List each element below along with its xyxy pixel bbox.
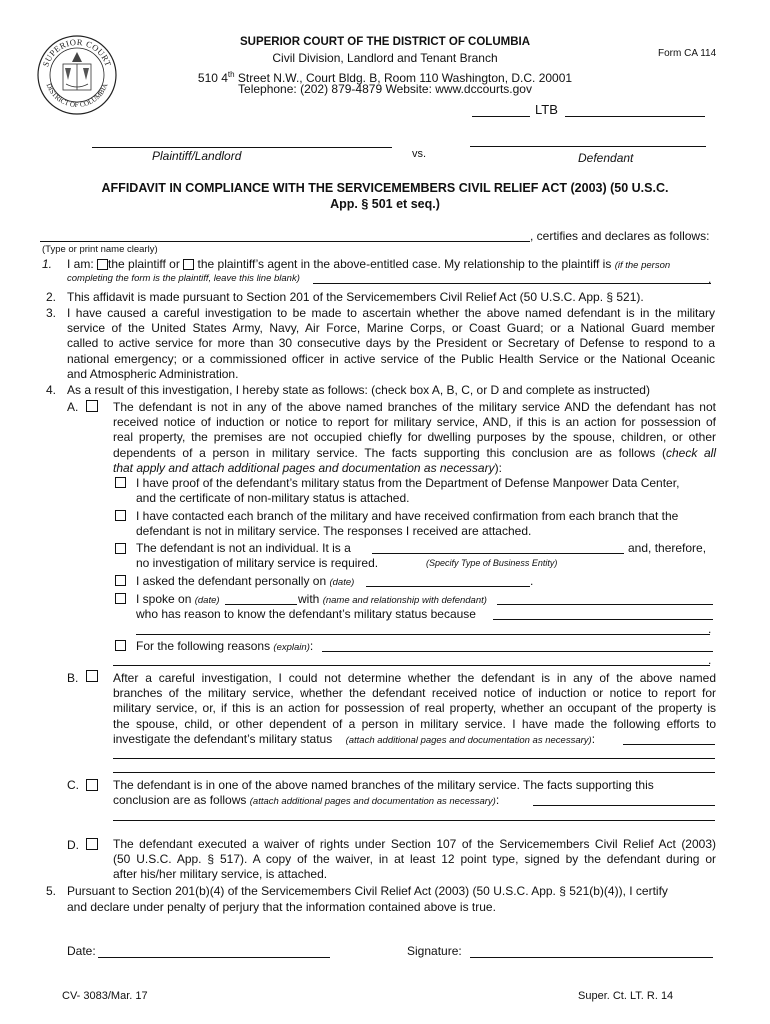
option-c-checkbox[interactable] — [86, 779, 98, 791]
option-b-efforts-line[interactable] — [623, 744, 715, 745]
a-proof-dmdc-line1: I have proof of the defendant’s military status from the Department of Defense Manpower Data Center, — [136, 476, 680, 490]
option-b-efforts-line-2[interactable] — [113, 758, 715, 759]
a-spoke-on: I spoke on (date) — [136, 592, 220, 606]
option-d-label: D. — [67, 838, 79, 852]
court-address: 510 4th Street N.W., Court Bldg. B, Room 110 Washington, D.C. 20001 — [197, 70, 573, 85]
agent-checkbox[interactable] — [183, 259, 194, 270]
plaintiff-checkbox[interactable] — [97, 259, 108, 270]
a-proof-dmdc-checkbox[interactable] — [115, 477, 126, 488]
business-entity-line[interactable] — [372, 553, 624, 554]
a-other-reasons-checkbox[interactable] — [115, 640, 126, 651]
option-c-line2: conclusion are as follows (attach additional pages and documentation as necessary): — [113, 793, 500, 807]
footer-rule: Super. Ct. LT. R. 14 — [578, 990, 674, 1002]
option-b-label: B. — [67, 671, 79, 685]
item-5-number: 5. — [46, 884, 57, 898]
seal-bottom-text: DISTRICT OF COLUMBIA — [44, 82, 110, 110]
a-not-individual-checkbox[interactable] — [115, 543, 126, 554]
a-other-reasons: For the following reasons (explain): — [136, 639, 314, 653]
court-name: SUPERIOR COURT OF THE DISTRICT OF COLUMBIA — [239, 36, 531, 48]
reasons-line-2[interactable] — [113, 665, 710, 666]
case-number-suffix-line[interactable] — [565, 116, 705, 117]
option-b-efforts-line-3[interactable] — [113, 772, 715, 773]
option-a-text: The defendant is not in any of the above named branches of the military service AND the defendant has not received notice of induction or notice to report for military service, AND, if this is an action for possession of real property, the premises are not occupied chiefly for dwelling purposes by the spouse, children, or other dependents of a person in military service. The facts supporting this conclusion are as follows (check all that apply and attach additional pages and documentation as necessary): — [113, 400, 717, 475]
a-spoke-with: with (name and relationship with defendant) — [298, 592, 487, 606]
case-number-prefix-line[interactable] — [472, 116, 530, 117]
item-1-number: 1. — [42, 257, 53, 271]
option-d-checkbox[interactable] — [86, 838, 98, 850]
item-1-period: . — [708, 272, 712, 286]
because-line[interactable] — [493, 619, 713, 620]
option-c-line1: The defendant is in one of the above named branches of the military service. The facts supporting this — [113, 778, 654, 792]
court-phone: Telephone: (202) 879-4879 Website: www.dccourts.gov — [238, 82, 532, 96]
vs-label: vs. — [412, 148, 427, 160]
plaintiff-label: Plaintiff/Landlord — [152, 149, 242, 163]
asked-date-line[interactable] — [366, 586, 530, 587]
item-4-text: As a result of this investigation, I hereby state as follows: (check box A, B, C, or D and complete as instructed) — [67, 383, 650, 397]
a-asked-personally: I asked the defendant personally on (date) — [136, 574, 355, 588]
option-c-facts-line[interactable] — [533, 805, 715, 806]
a-asked-personally-checkbox[interactable] — [115, 575, 126, 586]
reasons-period: . — [708, 653, 712, 667]
defendant-line[interactable] — [470, 146, 706, 147]
option-a-checkbox[interactable] — [86, 400, 98, 412]
a-contacted-line2: defendant is not in military service. The responses I received are attached. — [136, 524, 532, 538]
date-label: Date: — [67, 944, 96, 958]
a-spoke-on-checkbox[interactable] — [115, 593, 126, 604]
type-print-note: (Type or print name clearly) — [42, 244, 158, 255]
a-not-individual-line2: no investigation of military service is required. — [136, 556, 379, 570]
item-5-line1: Pursuant to Section 201(b)(4) of the Servicemembers Civil Relief Act (2003) (50 U.S.C. App. § 521(b)(4)), I certify — [67, 884, 668, 898]
a-contacted-branches-checkbox[interactable] — [115, 510, 126, 521]
a-and-therefore: and, therefore, — [628, 541, 707, 555]
signature-line[interactable] — [470, 957, 713, 958]
item-4-number: 4. — [46, 383, 57, 397]
footer-form-id: CV- 3083/Mar. 17 — [62, 990, 148, 1002]
division: Civil Division, Landlord and Tenant Branch — [272, 51, 498, 65]
item-5-line2: and declare under penalty of perjury that the information contained above is true. — [67, 900, 496, 914]
a-spoke-because: who has reason to know the defendant’s military status because — [136, 607, 476, 621]
item-3-text: I have caused a careful investigation to be made to ascertain whether the above named defendant is in the military service of the United States Army, Navy, Air Force, Marine Corps, or Coast Guard; or a National Guard member called to active service for more than 30 consecutive days by the President or Secretary of Defense to respond to a national emergency; or a commissioned officer in active service of the Public Health Service or the National Oceanic and Atmospheric Administration. — [67, 306, 715, 381]
item-3-number: 3. — [46, 306, 57, 320]
option-c-label: C. — [67, 778, 79, 792]
reasons-line[interactable] — [322, 651, 713, 652]
option-d-text: The defendant executed a waiver of rights under Section 107 of the Servicemembers Civil Relief Act (2003) (50 U.S.C. App. § 517). A copy of the waiver, in at least 12 point type, signed by the defendant during or after his/her military service, is attached. — [113, 837, 716, 882]
because-line-2[interactable] — [136, 634, 710, 635]
ltb-label: LTB — [535, 102, 558, 117]
option-b-text: After a careful investigation, I could not determine whether the defendant is in any of the above named branches of the military service, whether the defendant received notice of induction or notice to report for military service, or, if this is an action for possession of real property, whether an occupant of the property is the spouse, child, or other dependent of a person in military service. I have made the following efforts to investigate the defendant’s military status (attach additional pages and documentation as necessary): — [113, 671, 716, 746]
plaintiff-line[interactable] — [92, 147, 392, 148]
form-number: Form CA 114 — [658, 48, 717, 59]
item-1-line: I am: the plaintiff or the plaintiff’s agent in the above-entitled case. My relationship to the plaintiff is (if the person — [67, 257, 671, 271]
spoke-date-line[interactable] — [225, 604, 297, 605]
business-entity-note: (Specify Type of Business Entity) — [426, 558, 558, 568]
relationship-line[interactable] — [313, 283, 711, 284]
option-a-label: A. — [67, 400, 79, 414]
asked-period: . — [530, 574, 534, 588]
option-b-checkbox[interactable] — [86, 670, 98, 682]
title-line-2: App. § 501 et seq.) — [330, 197, 440, 211]
a-proof-dmdc-line2: and the certificate of non-military status is attached. — [136, 491, 410, 505]
signature-label: Signature: — [407, 944, 462, 958]
item-2-number: 2. — [46, 290, 57, 304]
a-contacted-line1: I have contacted each branch of the military and have received confirmation from each branch that the — [136, 509, 679, 523]
defendant-label: Defendant — [578, 151, 634, 165]
because-period: . — [708, 622, 712, 636]
title-line-1: AFFIDAVIT IN COMPLIANCE WITH THE SERVICEMEMBERS CIVIL RELIEF ACT (2003) (50 U.S.C. — [101, 181, 669, 195]
seal-top-text: SUPERIOR COURT — [40, 36, 114, 68]
certifies-text: , certifies and declares as follows: — [530, 229, 710, 243]
option-c-facts-line-2[interactable] — [113, 820, 715, 821]
item-2-text: This affidavit is made pursuant to Section 201 of the Servicemembers Civil Relief Act (50 U.S.C. App. § 521). — [67, 290, 644, 304]
item-1-note: completing the form is the plaintiff, leave this line blank) — [67, 273, 300, 284]
spoke-person-line[interactable] — [497, 604, 713, 605]
a-not-individual-line1: The defendant is not an individual. It is a — [136, 541, 351, 555]
date-line[interactable] — [98, 957, 330, 958]
